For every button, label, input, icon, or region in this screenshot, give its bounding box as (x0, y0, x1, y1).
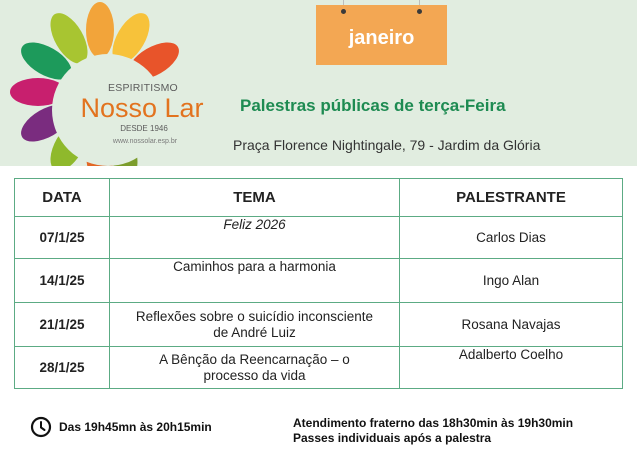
row-speaker: Carlos Dias (400, 217, 623, 259)
row-theme-line: de André Luiz (213, 324, 296, 340)
column-header-theme: TEMA (110, 179, 400, 217)
row-speaker: Rosana Navajas (400, 303, 623, 347)
month-sign: janeiro (316, 5, 447, 65)
row-theme: Feliz 2026 (110, 217, 400, 259)
logo-name: Nosso Lar (80, 93, 204, 123)
page-subtitle: Palestras públicas de terça-Feira (240, 96, 506, 115)
row-date: 14/1/25 (15, 259, 110, 303)
logo-url: www.nossolar.esp.br (112, 138, 178, 145)
row-theme-line: Reflexões sobre o suicídio inconsciente (135, 308, 374, 324)
table-header-row (15, 179, 623, 217)
schedule-table (14, 178, 623, 389)
row-theme-line: A Bênção da Reencarnação – o (159, 351, 350, 367)
footer-time (30, 416, 212, 438)
logo-since: DESDE 1946 (120, 124, 168, 133)
table-row (15, 217, 623, 259)
row-theme: Caminhos para a harmonia (110, 259, 400, 303)
row-date: 07/1/25 (15, 217, 110, 259)
footer-info (293, 416, 573, 446)
table-row (15, 259, 623, 303)
footer-line: Atendimento fraterno das 18h30min às 19h30min (293, 416, 574, 430)
address: Praça Florence Nightingale, 79 - Jardim da Glória (233, 137, 541, 153)
column-header-date: DATA (15, 179, 110, 217)
clock-icon (30, 416, 52, 438)
table-row (15, 347, 623, 389)
row-theme-line: processo da vida (203, 367, 306, 383)
row-speaker: Adalberto Coelho (400, 347, 623, 389)
row-theme (110, 303, 400, 347)
row-date: 28/1/25 (15, 347, 110, 389)
sign-pin-left-icon (341, 9, 346, 14)
logo-top-text: ESPIRITISMO (108, 82, 178, 94)
footer-line: Passes individuais após a palestra (293, 431, 492, 445)
row-theme (110, 347, 400, 389)
sign-pin-right-icon (417, 9, 422, 14)
header-banner (0, 0, 637, 166)
row-date: 21/1/25 (15, 303, 110, 347)
column-header-speaker: PALESTRANTE (400, 179, 623, 217)
footer-time-text: Das 19h45mn às 20h15min (59, 420, 212, 434)
row-speaker: Ingo Alan (400, 259, 623, 303)
table-row (15, 303, 623, 347)
